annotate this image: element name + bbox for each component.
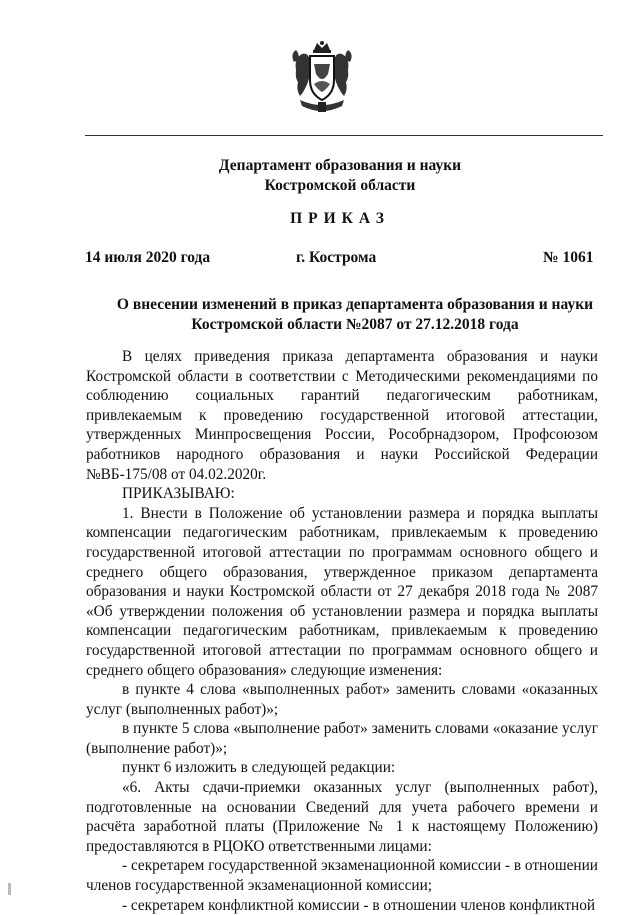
clause-1-paragraph: 1. Внести в Положение об установлении размера и порядка выплаты компенсации педагогическим работникам, привлекаемым к проведению государственной итоговой аттестации по программам основного общего и среднего общего образования, утвержденное приказом департамента образования и науки Костромской области от 27 декабря 2018 года № 2087 «Об утверждении положения об установлении размера и порядка выплаты компенсации педагогическим работникам, привлекаемым к проведению государственной итоговой аттестации по программам основного общего и среднего общего образования» следующие изменения:	[86, 504, 598, 679]
org-name-line1: Департамент образования и науки	[218, 157, 462, 174]
list-item-gec-secretary: - секретарем государственной экзаменационной комиссии - в отношении членов государственной экзаменационной комиссии;	[86, 857, 598, 895]
amendment-item-4: в пункте 4 слова «выполненных работ» заменить словами «оказанных услуг (выполненных работ)»;	[86, 681, 598, 718]
list-item-conflict-secretary: - секретарем конфликтной комиссии - в отношении членов конфликтной	[122, 896, 596, 914]
scan-edge-mark	[8, 883, 11, 895]
document-type: ПРИКАЗ	[290, 210, 390, 227]
preamble-paragraph: В целях приведения приказа департамента образования и науки Костромской области в соответствии с Методическими рекомендациями по соблюдению социальных гарантий педагогическим работникам, привлекаемым к проведению государственной итоговой аттестации, утвержденных Минпросвещения России, Рособрнадзором, Профсоюзом работников народного образования и науки Российской Федерации №ВБ-175/08 от 04.02.2020г.	[86, 348, 598, 483]
amendment-item-5: в пункте 5 слова «выполнение работ» заменить словами «оказание услуг (выполнение работ)»;	[86, 720, 598, 757]
clause-6-text: «6. Акты сдачи-приемки оказанных услуг (выполненных работ), подготовленные на основании Сведений для учета рабочего времени и расчёта заработной платы (Приложение № 1 к настоящему Положению) предоставляются в РЦОКО ответственными лицами:	[86, 779, 598, 855]
document-date: 14 июля 2020 года	[85, 249, 211, 266]
document-body	[86, 347, 598, 915]
document-title-line1: О внесении изменений в приказ департамента образования и науки	[116, 296, 594, 313]
coat-of-arms-emblem	[290, 40, 354, 120]
org-name-line2: Костромской области	[264, 177, 416, 194]
document-number: № 1061	[543, 249, 594, 266]
header-divider-line	[85, 135, 603, 136]
document-city: г. Кострома	[296, 249, 377, 266]
amendment-item-6-intro: пункт 6 изложить в следующей редакции:	[122, 759, 396, 777]
order-keyword: ПРИКАЗЫВАЮ:	[122, 485, 235, 503]
document-title-line2: Костромской области №2087 от 27.12.2018 года	[191, 316, 519, 333]
